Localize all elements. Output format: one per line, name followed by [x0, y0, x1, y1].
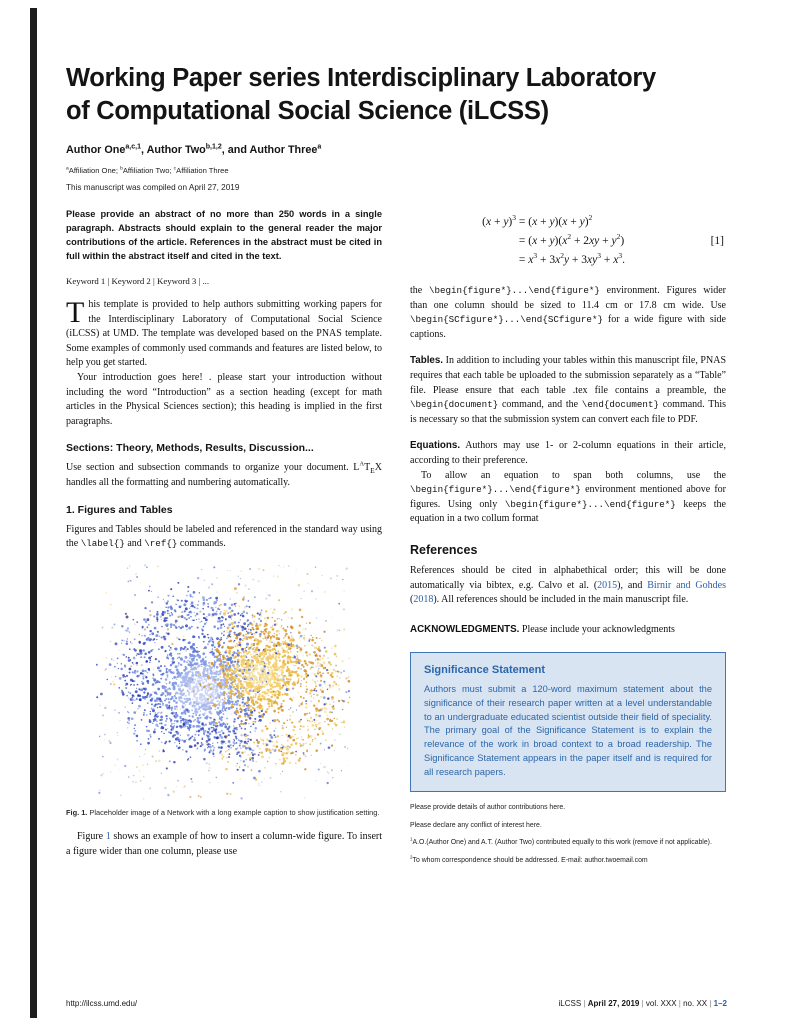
text-segment: . — [622, 254, 625, 266]
text-segment: 2 — [616, 232, 621, 242]
text-segment: In addition to including your tables within this manuscript file, PNAS requires that each table be uploaded to the submission separately as a “Table” file. Please ensure that each table .tex file contains a preamble, the — [410, 355, 726, 396]
text-segment: | — [676, 999, 684, 1008]
footnote-equal-contribution — [410, 838, 726, 847]
text-segment: + 3 — [537, 254, 556, 266]
text-segment: Use section and subsection commands to organize your document. — [66, 462, 354, 474]
text-segment: Equations. — [410, 440, 461, 452]
text-segment: L — [353, 462, 360, 474]
text-segment: b,1,2 — [205, 143, 222, 151]
text-segment: \begin{figure*}...\end{figure*} — [504, 498, 676, 510]
significance-statement-box — [410, 652, 726, 792]
text-segment: command. This is necessary so that the submission system can convert each file to PDF. — [410, 399, 726, 425]
text-segment: 1 — [410, 836, 413, 842]
text-segment: xy — [589, 235, 600, 247]
text-segment: a,c,1 — [125, 143, 141, 151]
equation-line-1 — [466, 213, 726, 232]
text-segment: \begin{document} — [410, 399, 499, 411]
text-segment: commands. — [177, 538, 226, 550]
references-paragraph — [410, 564, 726, 608]
equation-line-3 — [466, 251, 726, 270]
text-segment: \label{} — [80, 538, 125, 550]
citation-link[interactable]: Birnir and Gohdes — [647, 579, 726, 591]
page-footer — [66, 999, 727, 1008]
paper-content — [66, 0, 727, 873]
text-segment: | — [581, 999, 588, 1008]
sections-paragraph — [66, 461, 382, 490]
text-segment: Placeholder image of a Network with a long example caption to show justification setting. — [87, 807, 380, 817]
text-segment: Fig. 1. — [66, 807, 88, 817]
figure-1-caption — [66, 808, 382, 819]
text-segment: environment mentioned above for figures. Using only — [410, 484, 726, 510]
text-segment: y — [563, 254, 570, 266]
text-segment: a — [66, 166, 69, 172]
equation-line-2 — [466, 232, 726, 251]
compiled-date-line: This manuscript was compiled on April 27, 2019 — [66, 183, 240, 192]
paper-title-line1: Working Paper series Interdisciplinary Laboratory — [66, 64, 656, 92]
text-segment: x — [613, 254, 619, 266]
wide-figure-paragraph — [410, 284, 726, 342]
right-column — [410, 207, 726, 873]
section-heading-figures-tables: 1. Figures and Tables — [66, 503, 173, 516]
figures-paragraph — [66, 523, 382, 552]
text-segment: 2 — [567, 232, 572, 242]
text-segment: y — [579, 216, 585, 228]
citation-link[interactable]: 1 — [105, 831, 111, 843]
span-equation-paragraph — [410, 469, 726, 527]
affiliations-line — [66, 166, 727, 175]
text-segment: ). All references should be included in the main manuscript file. — [433, 594, 689, 606]
text-segment: = ( — [516, 235, 533, 247]
text-segment: + — [491, 216, 504, 228]
text-segment: + — [537, 216, 550, 228]
figure-1 — [96, 562, 352, 802]
text-segment: ACKNOWLEDGMENTS. — [410, 623, 520, 635]
text-segment: the — [410, 285, 429, 296]
text-segment: a — [317, 143, 322, 151]
text-segment: handles all the formatting and numbering automatically. — [66, 476, 291, 488]
text-segment: Affiliation Two; — [122, 166, 174, 175]
tables-paragraph — [410, 354, 726, 427]
text-segment: \begin{figure*}...\end{figure*} — [428, 285, 600, 296]
equations-paragraph — [410, 439, 726, 468]
text-segment: \ref{} — [144, 538, 178, 550]
text-segment: Please include your acknowledgments — [519, 623, 675, 635]
keywords-line: Keyword 1 | Keyword 2 | Keyword 3 | ... — [66, 276, 210, 286]
citation-link[interactable]: 1–2 — [713, 999, 727, 1008]
text-segment: + — [537, 235, 550, 247]
text-segment: = ( — [516, 216, 533, 228]
text-segment: ) — [620, 235, 625, 247]
text-segment: 3 — [597, 251, 601, 261]
footnote-conflict: Please declare any conflict of interest here. — [410, 821, 542, 829]
text-segment: , and Author Three — [221, 144, 318, 156]
text-segment: Figure — [77, 831, 106, 843]
text-segment: \begin{figure*}...\end{figure*} — [410, 484, 581, 496]
text-segment: ) — [584, 216, 589, 228]
text-segment: y — [611, 235, 617, 247]
text-segment: x — [562, 235, 568, 247]
text-segment: To allow an equation to span both columns, use the — [421, 469, 726, 481]
text-segment: for a wide figure with side captions. — [410, 314, 726, 340]
text-segment: 3 — [512, 213, 516, 223]
text-segment: , Author Two — [141, 144, 206, 156]
text-segment: 3 — [533, 251, 538, 261]
dropcap: T — [66, 296, 85, 329]
citation-link[interactable]: 2018 — [413, 594, 434, 606]
text-segment: no. XX — [683, 999, 708, 1008]
text-segment: y — [503, 216, 509, 228]
text-segment: Affiliation Three — [176, 166, 229, 175]
text-segment: References should be cited in alphabethical order; this will be done automatically via bibtex, e.g. Calvo et al. ( — [410, 564, 726, 591]
text-segment: | — [639, 999, 646, 1008]
text-segment: ( — [410, 594, 414, 606]
equation-1 — [410, 213, 726, 270]
text-segment: iLCSS — [558, 999, 582, 1008]
text-segment: ), and — [617, 579, 648, 591]
text-segment: c — [173, 166, 177, 172]
text-segment: x — [485, 216, 492, 228]
text-segment: To whom correspondence should be addressed. E-mail: author.twoemail.com — [412, 856, 648, 864]
text-segment: )( — [554, 216, 563, 228]
text-segment: environment. Figures wider than one column should be sized to 11.4 cm or 17.8 cm wide. Use — [410, 285, 727, 311]
authors-line — [66, 144, 727, 156]
text-segment: + — [567, 216, 580, 228]
section-heading-sections: Sections: Theory, Methods, Results, Discussion... — [66, 442, 314, 455]
text-segment: Affiliation One; — [68, 166, 121, 175]
text-segment: \end{document} — [581, 399, 659, 411]
significance-body: Authors must submit a 120-word maximum statement about the significance of their research paper written at a level understandable to an undergraduate educated scientist outside their field of speciality. The primary goal of the Significance Statement is to explain the relevance of the work in broad context to a broad readership. The Significance Statement appears in the paper itself and is required for all research papers. — [424, 684, 712, 777]
citation-link[interactable]: 2015 — [597, 579, 618, 591]
text-segment: A.O.(Author One) and A.T. (Author Two) contributed equally to this work (remove if not applicable). — [412, 839, 712, 847]
acknowledgments-paragraph — [410, 623, 726, 638]
text-segment: + — [601, 254, 614, 266]
text-segment: )( — [554, 235, 563, 247]
figure-reference-paragraph — [66, 830, 382, 859]
text-segment: x — [562, 216, 568, 228]
text-segment: and — [124, 538, 145, 550]
left-column — [66, 207, 382, 860]
text-segment: Author One — [66, 144, 126, 156]
text-segment: vol. XXX — [645, 999, 677, 1008]
text-segment: keeps the equation in a two collum format — [410, 498, 726, 525]
text-segment: = — [516, 254, 529, 266]
text-segment: + — [599, 235, 612, 247]
text-segment: his template is provided to help authors submitting working papers for the Interdisciplinary Laboratory of Computational Social Science (iLCSS) at UMD. The template was developed based on the PNAS template. Some examples of commonly used commands and features are listed below, to help you get started. — [66, 299, 382, 369]
text-segment: April 27, 2019 — [587, 999, 640, 1008]
figure-image — [96, 562, 352, 802]
text-segment: x — [532, 216, 538, 228]
text-segment: y — [549, 216, 555, 228]
margin-bar — [30, 8, 37, 1018]
paper-title — [66, 62, 727, 128]
footer-journal-line — [559, 999, 727, 1008]
text-segment: 3 — [618, 251, 623, 261]
text-segment: \begin{SCfigure*}...\end{SCfigure*} — [410, 314, 603, 326]
footnotes — [410, 803, 726, 865]
paper-title-line2: of Computational Social Science (iLCSS) — [66, 97, 549, 125]
text-segment: y — [549, 235, 555, 247]
significance-title: Significance Statement — [424, 664, 546, 677]
text-segment: E — [370, 466, 375, 476]
text-segment: ( — [482, 216, 486, 228]
references-heading: References — [410, 542, 478, 557]
text-segment: ) — [508, 216, 513, 228]
text-segment: shows an example of how to insert a column-wide figure. To insert a figure wider than one column, please use — [66, 831, 383, 857]
text-segment: Your introduction goes here! . please start your introduction without including the word “Introduction” as a section heading (except for math articles in the Physical Sciences section); this heading is implied in the first paragraphs. — [66, 371, 382, 427]
text-segment: x — [528, 254, 534, 266]
intro-paragraph-2 — [66, 371, 382, 429]
text-segment: + 2 — [571, 235, 590, 247]
text-segment: Tables. — [410, 355, 444, 367]
footer-url[interactable]: http://ilcss.umd.edu/ — [66, 999, 138, 1008]
text-segment: x — [532, 235, 538, 247]
text-segment: command, and the — [498, 399, 582, 411]
text-segment: 2 — [410, 854, 413, 860]
intro-paragraph-1 — [66, 298, 382, 371]
footnote-correspondence — [410, 856, 726, 865]
abstract: Please provide an abstract of no more than 250 words in a single paragraph. Abstracts should explain to the general reader the major contributions of the article. References in the abstract must be cited in full within the abstract itself and cited in the text. — [66, 209, 382, 261]
text-segment: X — [374, 462, 382, 474]
text-segment: + 3 — [569, 254, 588, 266]
text-segment: Figures and Tables should be labeled and referenced in the standard way using the — [66, 523, 382, 550]
text-segment: Authors may use 1- or 2-column equations in their article, according to their preference. — [410, 440, 726, 466]
text-segment: A — [359, 461, 365, 469]
equation-number: [1] — [710, 235, 724, 247]
text-segment: xy — [587, 254, 598, 266]
text-segment: b — [120, 166, 123, 172]
text-segment: 2 — [560, 251, 564, 261]
text-segment: x — [555, 254, 561, 266]
text-segment: | — [707, 999, 714, 1008]
text-segment: T — [364, 462, 371, 474]
footnote-contributions: Please provide details of author contributions here. — [410, 804, 566, 812]
text-segment: 2 — [588, 213, 593, 223]
two-column-body — [66, 207, 727, 873]
